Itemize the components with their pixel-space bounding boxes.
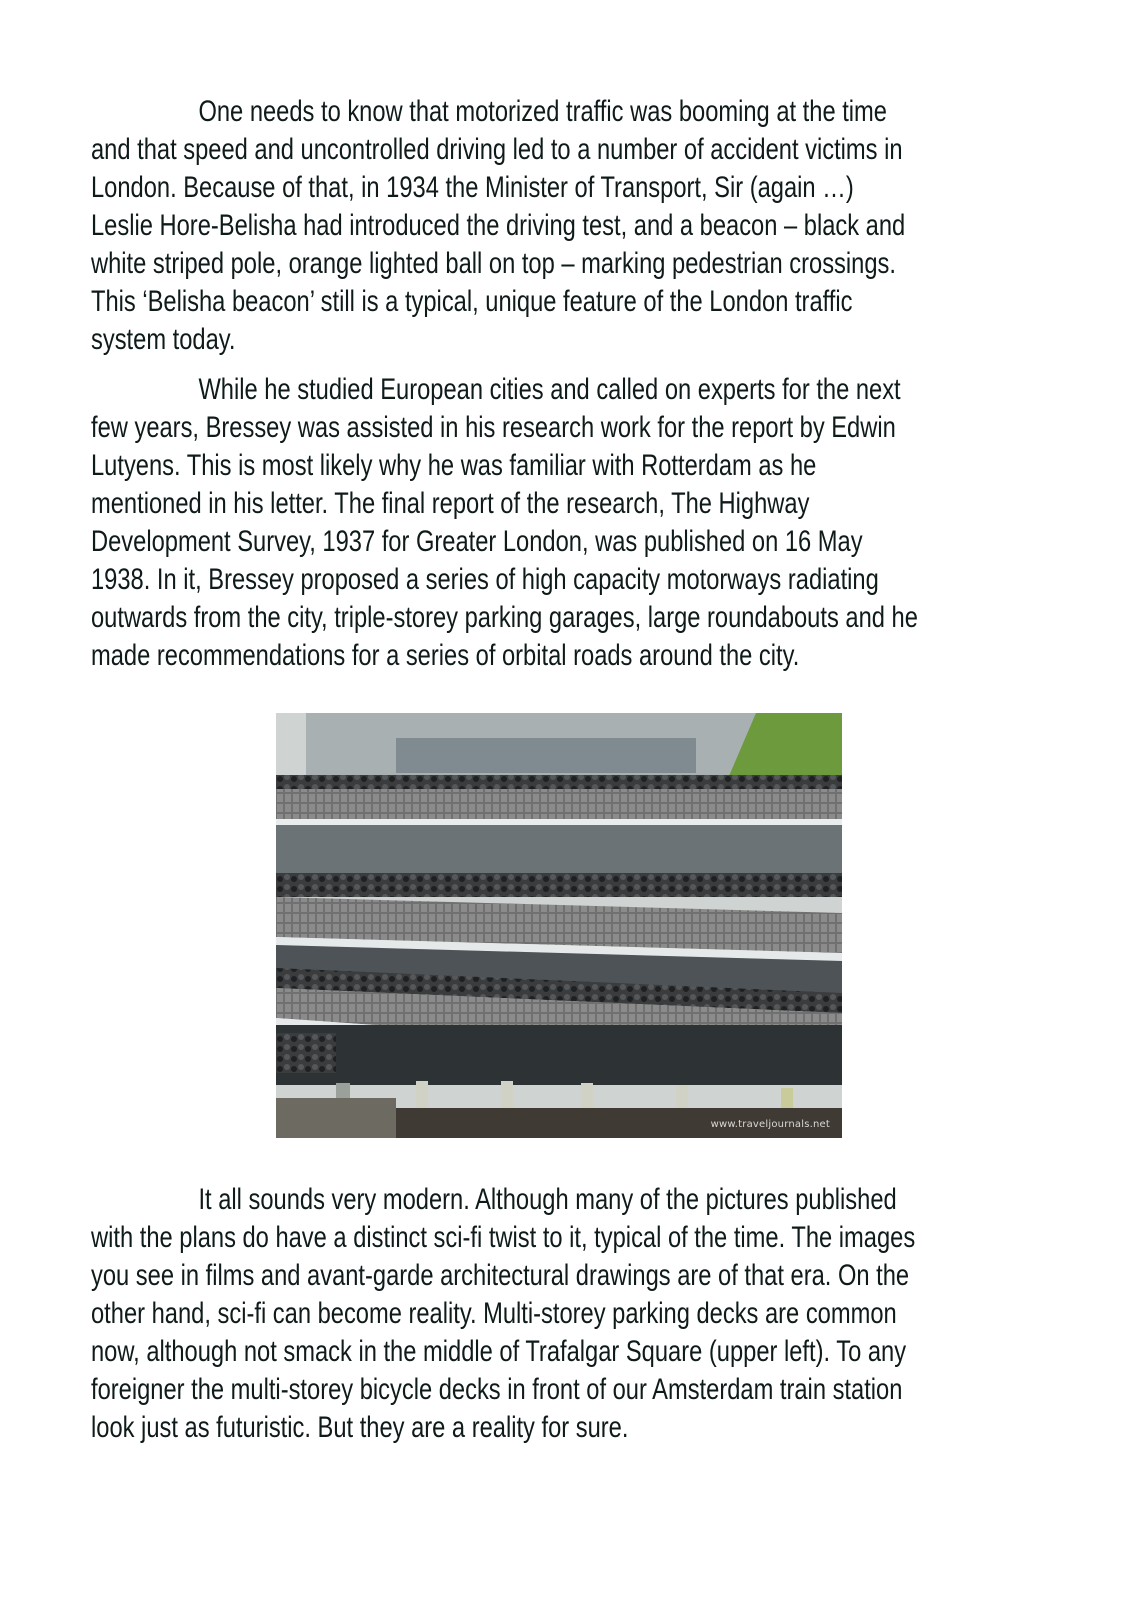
text-line: you see in films and avant-garde architectural drawings are of that era. On the xyxy=(91,1259,910,1292)
text-line: and that speed and uncontrolled driving led to a number of accident victims in xyxy=(91,133,903,166)
text-line: Leslie Hore-Belisha had introduced the driving test, and a beacon – black and xyxy=(91,209,906,242)
paragraph-modern-sci-fi xyxy=(91,1181,1039,1447)
bicycle-parking-photo xyxy=(276,713,842,1138)
text-line: now, although not smack in the middle of Trafalgar Square (upper left). To any xyxy=(91,1335,907,1368)
paragraph-bressey-report xyxy=(91,371,1039,675)
text-line: outwards from the city, triple-storey parking garages, large roundabouts and he xyxy=(91,601,918,634)
text-line: Development Survey, 1937 for Greater London, was published on 16 May xyxy=(91,525,863,558)
text-line: with the plans do have a distinct sci-fi twist to it, typical of the time. The images xyxy=(91,1221,916,1254)
text-line: white striped pole, orange lighted ball on top – marking pedestrian crossings. xyxy=(91,247,896,280)
text-line: look just as futuristic. But they are a reality for sure. xyxy=(91,1411,629,1444)
text-line: system today. xyxy=(91,323,236,356)
text-line: One needs to know that motorized traffic was booming at the time xyxy=(198,95,887,128)
photo-watermark: www.traveljournals.net xyxy=(710,1119,830,1130)
text-line: Lutyens. This is most likely why he was familiar with Rotterdam as he xyxy=(91,449,817,482)
paragraph-belisha-beacon xyxy=(91,93,1039,359)
text-line: made recommendations for a series of orbital roads around the city. xyxy=(91,639,800,672)
text-line: foreigner the multi-storey bicycle decks in front of our Amsterdam train station xyxy=(91,1373,903,1406)
text-line: London. Because of that, in 1934 the Minister of Transport, Sir (again …) xyxy=(91,171,854,204)
text-line: other hand, sci-fi can become reality. Multi-storey parking decks are common xyxy=(91,1297,897,1330)
text-line: This ‘Belisha beacon’ still is a typical, unique feature of the London traffic xyxy=(91,285,853,318)
text-line: 1938. In it, Bressey proposed a series of high capacity motorways radiating xyxy=(91,563,879,596)
text-line: It all sounds very modern. Although many of the pictures published xyxy=(198,1183,897,1216)
text-line: few years, Bressey was assisted in his research work for the report by Edwin xyxy=(91,411,896,444)
bicycle-deck-illustration xyxy=(276,713,842,1138)
text-line: While he studied European cities and called on experts for the next xyxy=(198,373,901,406)
text-line: mentioned in his letter. The final report of the research, The Highway xyxy=(91,487,810,520)
